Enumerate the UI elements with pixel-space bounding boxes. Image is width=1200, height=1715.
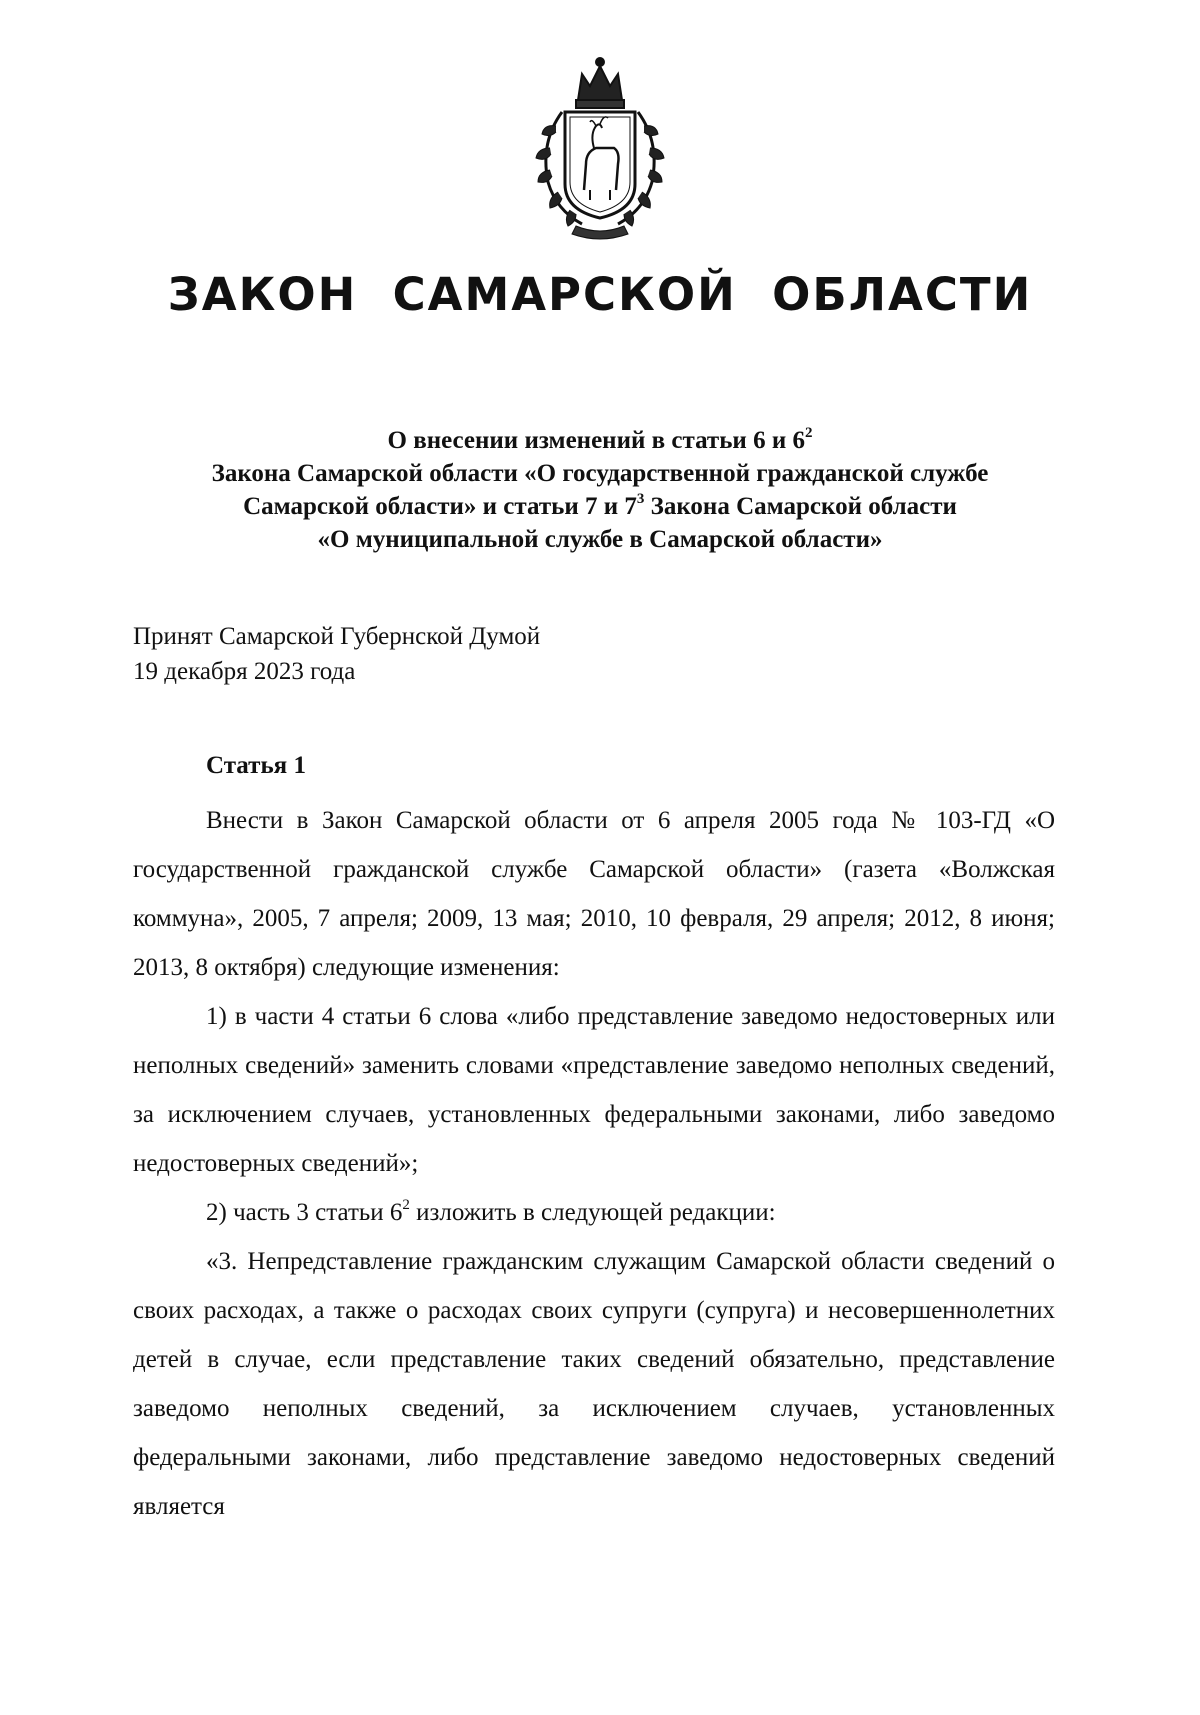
paragraph-new-part-3: «3. Непредставление гражданским служащим Самарской области сведений о своих расходах, а также о расходах своих супруги (супруга) и несовершеннолетних детей в случае, если представление таких сведений обязательно, представление заведомо неполных сведений, за исключением случаев, установленных федеральными законами, либо представление заведомо недостоверных сведений является [133,1248,1055,1520]
subtitle-line-1: О внесении изменений в статьи 6 и $6^2$ [387,425,813,454]
paragraph-item-1: 1) в части 4 статьи 6 слова «либо представление заведомо недостоверных или неполных сведений» заменить словами «представление заведомо неполных сведений, за исключением случаев, установленных федеральными законами, либо заведомо недостоверных сведений»; [133,1003,1055,1177]
subtitle-line-3: Самарской области» и статьи 7 и $7^3$ Закона Самарской области [243,491,957,520]
paragraph-item-2: 2) часть 3 статьи $6^2$ изложить в следующей редакции: [206,1197,776,1226]
samara-coat-of-arms-emblem [520,52,680,242]
adopted-by: Принят Самарской Губернской Думой [133,623,541,650]
subtitle-line-2: Закона Самарской области «О государственной гражданской службе [211,460,989,487]
subtitle-line-4: «О муниципальной службе в Самарской области» [317,526,883,553]
adoption-date: 19 декабря 2023 года [133,658,356,685]
article-body [133,796,1055,1531]
adoption-info [133,619,540,689]
paragraph-intro: Внести в Закон Самарской области от 6 апреля 2005 года № 103-ГД «О государственной гражданской службе Самарской области» (газета «Волжская коммуна», 2005, 7 апреля; 2009, 13 мая; 2010, 10 февраля, 29 апреля; 2012, 8 июня; 2013, 8 октября) следующие изменения: [133,807,1055,981]
article-heading: Статья 1 [206,752,306,779]
law-subtitle [0,424,1200,556]
law-title: ЗАКОН САМАРСКОЙ ОБЛАСТИ [167,268,1033,321]
